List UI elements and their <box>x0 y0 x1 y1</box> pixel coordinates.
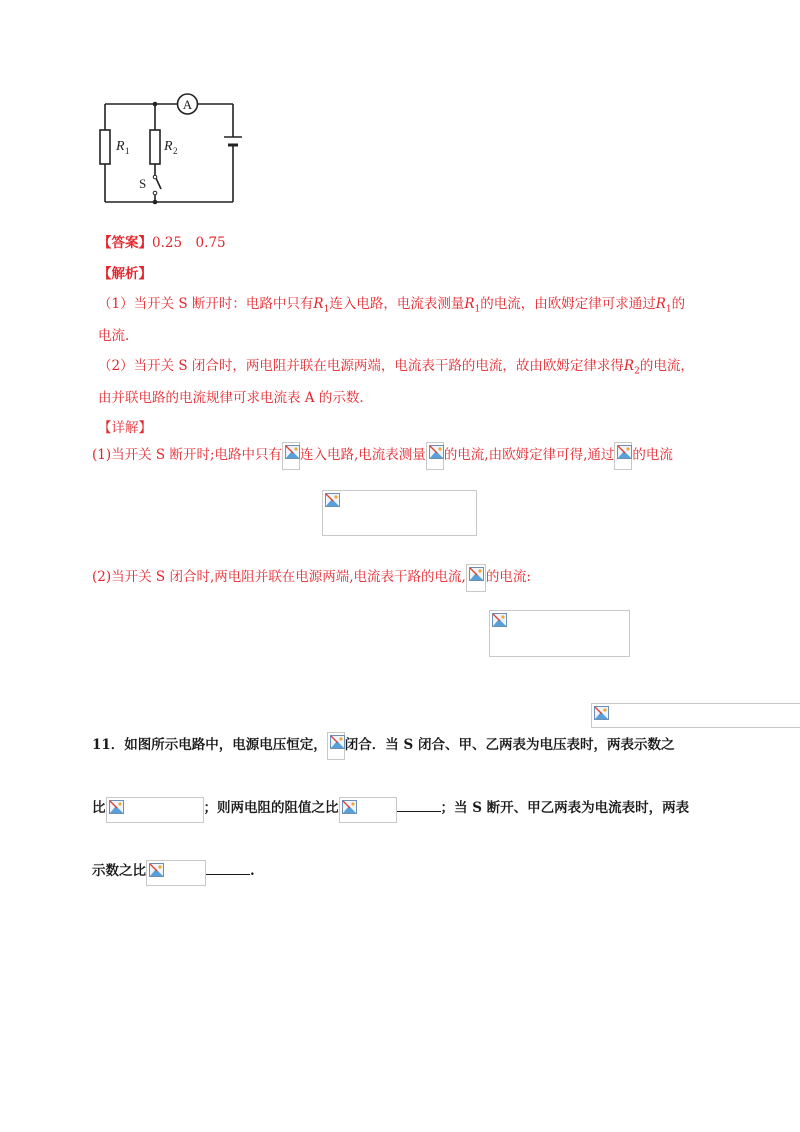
r2-label: R <box>164 139 173 154</box>
formula-image-placeholder <box>146 860 206 886</box>
broken-image-icon <box>492 613 507 627</box>
formula-image-placeholder <box>339 797 397 823</box>
analysis-tag: 【解析】 <box>98 266 152 282</box>
answer-line <box>98 231 226 251</box>
detail-tag: 【详解】 <box>98 420 152 436</box>
formula-image-placeholder <box>282 442 300 470</box>
question-l1-text-a: 如图所示电路中，电源电压恒定， <box>124 737 327 753</box>
broken-image-icon <box>594 706 609 720</box>
analysis-p1-text-b: 连入电路，电流表测量 <box>329 296 465 312</box>
detail-line-2 <box>92 562 531 592</box>
detail-l2-text-b: 的电流: <box>485 569 531 585</box>
question-11-line-2 <box>92 793 689 823</box>
broken-image-icon <box>429 445 444 459</box>
analysis-p1-r1-third: R <box>655 296 666 312</box>
question-l2-text-b: ；则两电阻的阻值之比 <box>203 800 339 816</box>
switch-label: S <box>139 176 147 191</box>
answer-blank[interactable] <box>206 862 250 875</box>
question-l2-text-a: 比 <box>92 800 106 816</box>
detail-l1-text-a: (1)当开关 S 断开时;电路中只有 <box>92 447 283 463</box>
detail-line-1 <box>92 440 673 470</box>
formula-image-placeholder <box>489 610 630 657</box>
analysis-p1-r1-sub: 1 <box>323 304 330 315</box>
detail-l1-text-d: 的电流 <box>632 447 673 463</box>
analysis-p1-r1-second: R <box>464 296 475 312</box>
analysis-p2-text-b: 的电流， <box>639 358 694 374</box>
formula-image-placeholder <box>591 703 800 728</box>
broken-image-icon <box>469 567 484 581</box>
analysis-paragraph-1 <box>98 292 685 315</box>
formula-image-placeholder <box>327 732 345 760</box>
answer-values: 0.25 0.75 <box>152 235 226 251</box>
analysis-paragraph-1-line-2: 电流. <box>98 328 130 344</box>
analysis-paragraph-2-line-2: 由并联电路的电流规律可求电流表 A 的示数. <box>98 390 364 406</box>
analysis-p1-r1: R <box>313 296 324 312</box>
formula-image-placeholder <box>466 564 486 592</box>
analysis-p2-r2: R <box>623 358 635 374</box>
analysis-p1-text-a: （1）当开关 S 断开时：电路中只有 <box>98 296 314 312</box>
broken-image-icon <box>325 493 340 507</box>
detail-l1-text-c: 的电流,由欧姆定律可得,通过 <box>443 447 615 463</box>
detail-l1-text-b: 连入电路,电流表测量 <box>300 447 426 463</box>
broken-image-icon <box>330 735 345 749</box>
analysis-p1-text-d: 的 <box>671 296 686 312</box>
r1-subscript: 1 <box>125 146 130 156</box>
analysis-p2-r2-sub: 2 <box>634 366 640 377</box>
broken-image-icon <box>342 800 357 814</box>
r2-subscript: 2 <box>173 146 178 156</box>
analysis-p1-r1-sub-third: 1 <box>665 304 672 315</box>
question-number: 11． <box>92 737 125 753</box>
answer-tag: 【答案】 <box>98 235 152 251</box>
circuit-diagram <box>95 90 255 210</box>
analysis-p2-text-a: （2）当开关 S 闭合时，两电阻并联在电源两端，电流表干路的电流，故由欧姆定律求得 <box>98 358 624 374</box>
broken-image-icon <box>109 800 124 814</box>
analysis-p1-text-c: 的电流，由欧姆定律可求通过 <box>480 296 656 312</box>
question-l3-text-b: . <box>250 863 255 879</box>
broken-image-icon <box>149 863 164 877</box>
question-l1-text-b: 闭合．当 S 闭合、甲、乙两表为电压表时，两表示数之 <box>344 737 675 753</box>
ammeter-label: A <box>182 97 193 112</box>
question-l3-text-a: 示数之比 <box>92 863 146 879</box>
formula-image-placeholder <box>106 797 204 823</box>
detail-l2-text-a: (2)当开关 S 闭合时,两电阻并联在电源两端,电流表干路的电流, <box>92 569 466 585</box>
broken-image-icon <box>617 445 632 459</box>
question-l2-text-c: ；当 S 断开、甲乙两表为电流表时，两表 <box>440 800 690 816</box>
formula-image-placeholder <box>322 490 477 536</box>
r1-label: R <box>116 139 125 154</box>
broken-image-icon <box>285 445 300 459</box>
analysis-p1-r1-sub-second: 1 <box>474 304 481 315</box>
question-11-line-3 <box>92 856 255 886</box>
analysis-paragraph-2 <box>98 354 694 377</box>
answer-blank[interactable] <box>397 799 441 812</box>
question-11-line-1 <box>92 730 674 760</box>
formula-image-placeholder <box>614 442 632 470</box>
formula-image-placeholder <box>426 442 444 470</box>
